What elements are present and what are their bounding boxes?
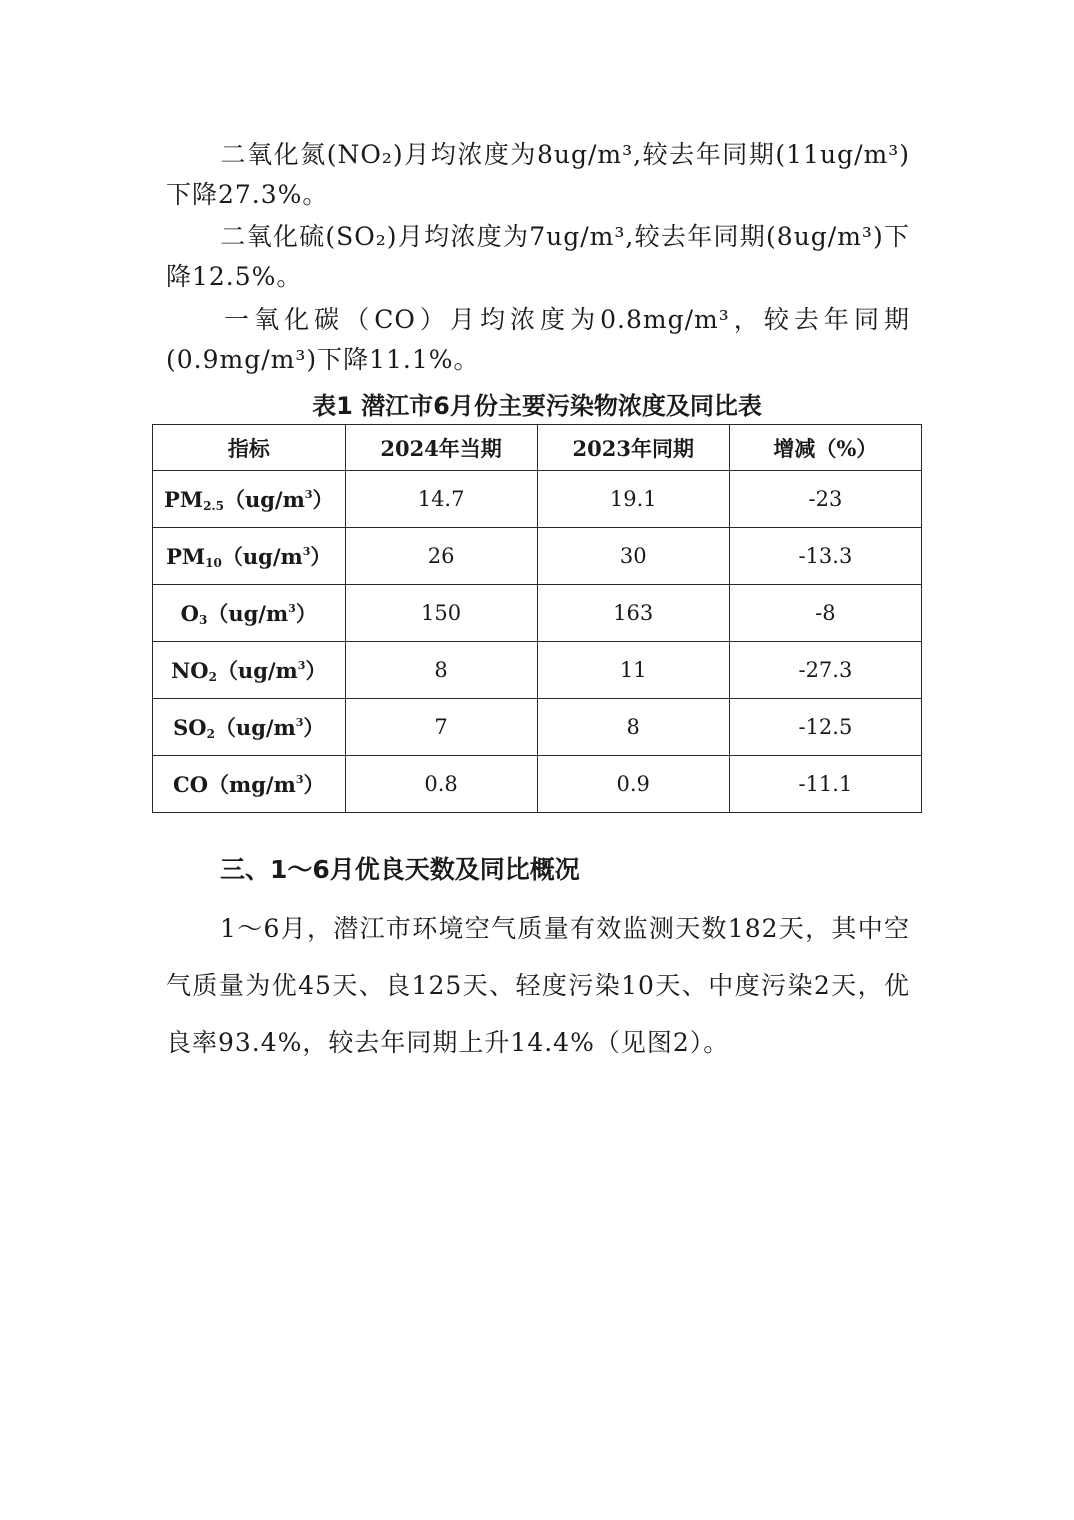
section-heading: 三、1～6月优良天数及同比概况 xyxy=(220,855,580,884)
table-header-row xyxy=(153,425,922,471)
indicator-cell xyxy=(153,585,346,642)
pollutant-subscript: 10 xyxy=(205,556,222,570)
co-paragraph xyxy=(166,300,910,380)
unit-close: ） xyxy=(295,601,317,626)
pollutant-name: CO xyxy=(173,772,209,797)
table-body xyxy=(153,471,922,813)
change-value-cell: -23 xyxy=(729,471,921,528)
change-value-cell: -13.3 xyxy=(729,528,921,585)
change-value-cell: -27.3 xyxy=(729,642,921,699)
section-body xyxy=(166,900,910,1071)
pollutant-subscript: 3 xyxy=(198,613,208,627)
unit-close: ） xyxy=(303,715,325,740)
unit-close: ） xyxy=(303,772,325,797)
unit-text: （ug/m xyxy=(216,658,298,683)
pollutant-name: SO xyxy=(173,715,207,740)
table-row xyxy=(153,642,922,699)
unit-power: 3 xyxy=(304,488,313,501)
change-value-cell: -8 xyxy=(729,585,921,642)
so2-paragraph xyxy=(166,217,910,297)
header-previous: 2023年同期 xyxy=(537,425,729,471)
header-indicator: 指标 xyxy=(153,425,346,471)
table-row xyxy=(153,528,922,585)
unit-close: ） xyxy=(312,487,334,512)
current-value-cell: 150 xyxy=(345,585,537,642)
table-row xyxy=(153,756,922,813)
current-value-cell: 14.7 xyxy=(345,471,537,528)
section-body-text: 1～6月，潜江市环境空气质量有效监测天数182天，其中空气质量为优45天、良125天、轻度污染10天、中度污染2天，优良率93.4%，较去年同期上升14.4%（见图2）。 xyxy=(166,914,910,1057)
indicator-cell xyxy=(153,642,346,699)
current-value-cell: 8 xyxy=(345,642,537,699)
previous-value-cell: 19.1 xyxy=(537,471,729,528)
table-row xyxy=(153,699,922,756)
so2-text: 二氧化硫(SO₂)月均浓度为7ug/m³,较去年同期(8ug/m³)下降12.5%。 xyxy=(166,222,910,291)
pollutant-subscript: 2.5 xyxy=(203,499,224,513)
unit-power: 3 xyxy=(302,545,311,558)
indicator-cell xyxy=(153,699,346,756)
co-text: 一氧化碳（CO）月均浓度为0.8mg/m³，较去年同期(0.9mg/m³)下降11.1%。 xyxy=(166,305,910,374)
pollutant-name: NO xyxy=(171,658,209,683)
pollutant-subscript: 2 xyxy=(208,670,217,684)
previous-value-cell: 0.9 xyxy=(537,756,729,813)
unit-text: （mg/m xyxy=(208,772,296,797)
unit-text: （ug/m xyxy=(221,544,303,569)
unit-text: （ug/m xyxy=(214,715,296,740)
unit-power: 3 xyxy=(297,659,306,672)
table-caption: 表1 潜江市6月份主要污染物浓度及同比表 xyxy=(312,392,762,420)
header-current: 2024年当期 xyxy=(345,425,537,471)
indicator-cell xyxy=(153,756,346,813)
change-value-cell: -12.5 xyxy=(729,699,921,756)
indicator-cell xyxy=(153,528,346,585)
unit-power: 3 xyxy=(295,716,304,729)
pollutant-subscript: 2 xyxy=(206,727,215,741)
unit-power: 3 xyxy=(295,773,304,786)
current-value-cell: 26 xyxy=(345,528,537,585)
indicator-cell xyxy=(153,471,346,528)
pollutant-name: O xyxy=(180,601,199,626)
no2-paragraph xyxy=(166,135,910,215)
unit-power: 3 xyxy=(288,602,296,615)
unit-text: （ug/m xyxy=(223,487,305,512)
previous-value-cell: 30 xyxy=(537,528,729,585)
current-value-cell: 0.8 xyxy=(345,756,537,813)
pollutant-table xyxy=(152,424,922,813)
table-row xyxy=(153,585,922,642)
header-change: 增减（%） xyxy=(729,425,921,471)
unit-close: ） xyxy=(310,544,332,569)
previous-value-cell: 11 xyxy=(537,642,729,699)
previous-value-cell: 163 xyxy=(537,585,729,642)
previous-value-cell: 8 xyxy=(537,699,729,756)
unit-close: ） xyxy=(305,658,327,683)
table-row xyxy=(153,471,922,528)
no2-text: 二氧化氮(NO₂)月均浓度为8ug/m³,较去年同期(11ug/m³)下降27.3%。 xyxy=(166,140,910,209)
change-value-cell: -11.1 xyxy=(729,756,921,813)
current-value-cell: 7 xyxy=(345,699,537,756)
pollutant-name: PM xyxy=(166,544,206,569)
pollutant-name: PM xyxy=(164,487,204,512)
unit-text: （ug/m xyxy=(207,601,289,626)
